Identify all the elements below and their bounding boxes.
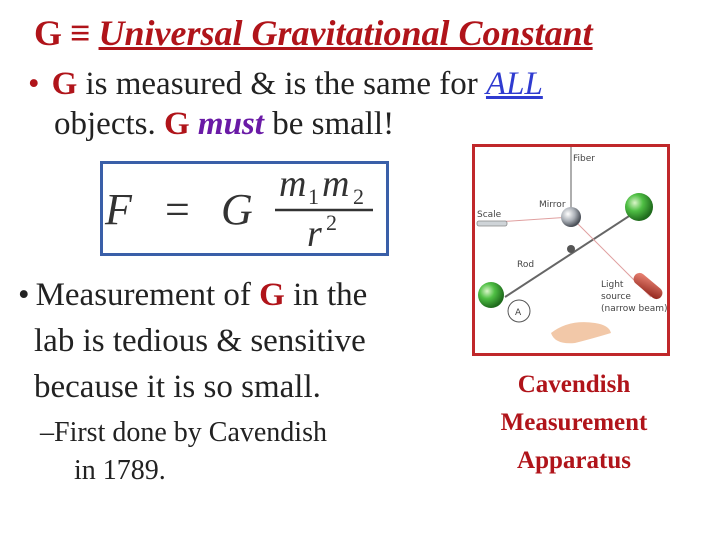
label-mirror: Mirror: [539, 200, 566, 210]
bullet-dot: •: [18, 277, 30, 313]
bullet-line-2: lab is tedious & sensitive: [34, 323, 366, 359]
bullet-text: objects.: [54, 106, 164, 142]
label-rod: Rod: [517, 260, 535, 270]
g-symbol: G: [259, 277, 285, 313]
cavendish-apparatus-image: [472, 144, 670, 356]
light-source-icon: [631, 270, 665, 301]
bullet-text: is measured & is the same for: [77, 66, 486, 102]
caption-line-1: Cavendish: [517, 371, 631, 398]
mirror-icon: [561, 207, 581, 227]
label-a: A: [515, 308, 522, 318]
bullet-line-2: [28, 104, 708, 144]
formula-box: [100, 161, 389, 256]
apparatus-diagram: [475, 147, 667, 353]
dash: –: [40, 417, 54, 448]
bullet-measurement: [18, 272, 468, 410]
gravitation-formula: [103, 164, 386, 253]
bullet-line-3: because it is so small.: [34, 369, 321, 405]
bullet-text: in the: [284, 277, 368, 313]
label-light: Light: [601, 280, 624, 290]
bullet-g-measured: [28, 64, 708, 144]
scale-icon: [477, 221, 507, 226]
caption-line-3: Apparatus: [517, 447, 631, 474]
rod-pivot: [567, 245, 575, 253]
sub-line-2: in 1789.: [74, 455, 166, 486]
label-narrow-beam: (narrow beam): [601, 304, 667, 314]
must-emphasis: must: [197, 106, 264, 142]
bullet-text: Measurement of: [35, 277, 260, 313]
formula-g: G: [221, 185, 253, 234]
all-emphasis: ALL: [485, 66, 543, 102]
label-scale: Scale: [477, 210, 502, 220]
label-source: source: [601, 292, 631, 302]
title-name: Universal Gravitational Constant: [98, 13, 593, 53]
g-symbol: G: [163, 106, 190, 142]
formula-m1: m: [279, 164, 307, 205]
formula-m1-sub: 1: [308, 184, 319, 209]
formula-force: F: [105, 185, 132, 234]
apparatus-caption: [474, 366, 674, 480]
sub-bullet-cavendish: [40, 414, 460, 490]
bullet-line-1: [18, 272, 468, 318]
large-sphere-icon: [478, 282, 504, 308]
formula-m2: m: [322, 164, 350, 205]
title-equiv: ≡: [70, 13, 91, 53]
sub-line-1: First done by Cavendish: [54, 417, 327, 448]
formula-equals: =: [165, 185, 190, 234]
formula-r-sup: 2: [326, 210, 337, 235]
small-sphere-icon: [625, 193, 653, 221]
caption-line-2: Measurement: [500, 409, 648, 436]
g-symbol: G: [51, 66, 78, 102]
bullet-text: be small!: [263, 106, 395, 142]
title-symbol: G: [34, 13, 63, 53]
formula-m2-sub: 2: [353, 184, 364, 209]
bullet-dot: •: [28, 66, 40, 102]
label-fiber: Fiber: [573, 154, 595, 164]
formula-r: r: [307, 213, 322, 253]
hand-icon: [551, 322, 611, 343]
slide-title: [34, 12, 593, 54]
